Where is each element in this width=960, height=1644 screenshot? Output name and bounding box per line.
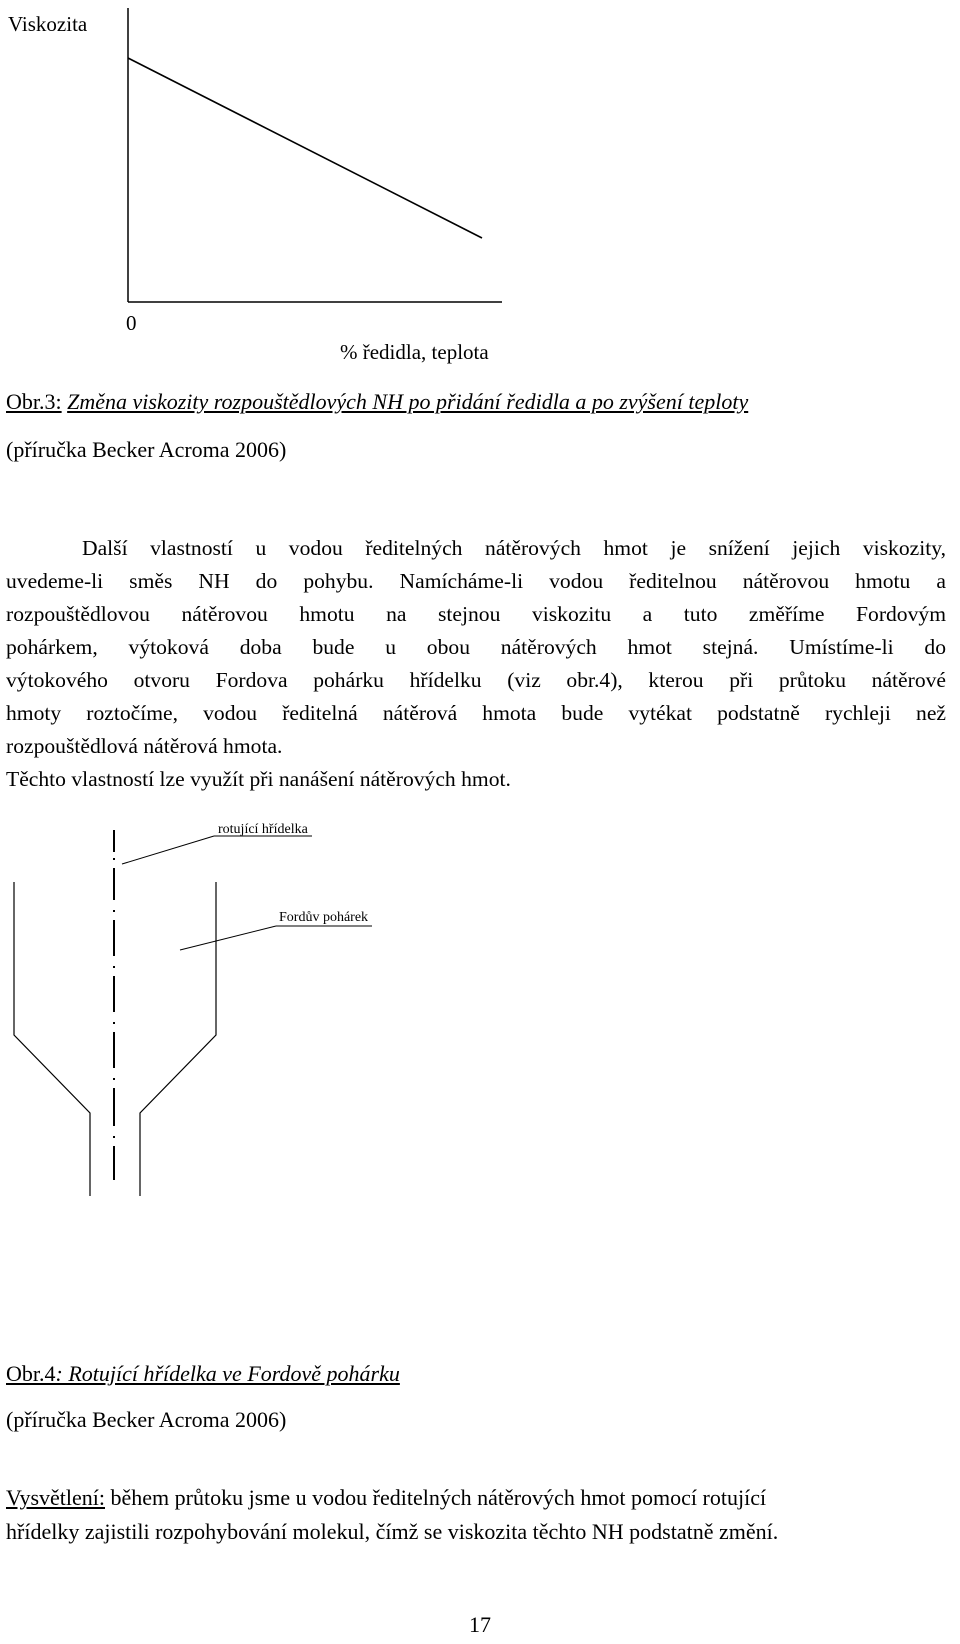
explanation-text-1: během průtoku jsme u vodou ředitelných nátěrových hmot pomocí rotující: [105, 1485, 767, 1510]
figure4-caption-number: 4: [44, 1361, 56, 1386]
figure3-caption-title: Změna viskozity rozpouštědlových NH po přidání ředidla a po zvýšení teploty: [67, 389, 749, 414]
figure4-source: (příručka Becker Acroma 2006): [6, 1407, 287, 1432]
explanation-line-2: hřídelky zajistili rozpohybování molekul, čímž se viskozita těchto NH podstatně změní.: [6, 1519, 779, 1544]
body-line-5: výtokového otvoru Fordova pohárku hřídelku (viz obr.4), kterou při průtoku nátěrové: [6, 668, 946, 692]
explanation-label: Vysvětlení:: [6, 1485, 105, 1510]
cup-leader: [180, 926, 372, 950]
body-line-6: hmoty roztočíme, vodou ředitelná nátěrová hmota bude vytékat podstatně rychleji než: [6, 701, 946, 725]
shaft-leader: [122, 836, 312, 864]
body-line-4: pohárkem, výtoková doba bude u obou nátěrových hmot stejná. Umístíme-li do: [6, 635, 946, 659]
chart-x-axis-label: % ředidla, teplota: [340, 340, 489, 364]
chart-series-line: [128, 58, 482, 238]
explanation-line-1: [6, 1484, 766, 1512]
figure3-caption-prefix: Obr.: [6, 389, 45, 414]
ford-cup-diagram: [0, 822, 420, 1210]
chart-y-axis-label: Viskozita: [8, 12, 88, 36]
body-paragraph: [6, 532, 946, 796]
figure4-caption: [6, 1360, 400, 1388]
body-line-3: rozpouštědlovou nátěrovou hmotu na stejnou viskozitu a tuto změříme Fordovým: [6, 602, 946, 626]
page-number: 17: [469, 1612, 491, 1637]
figure4-caption-prefix: Obr.: [6, 1361, 45, 1386]
body-line-2: uvedeme-li směs NH do pohybu. Namícháme-li vodou ředitelnou nátěrovou hmotu a: [6, 569, 946, 593]
viscosity-chart: [0, 0, 960, 370]
body-line-7: rozpouštědlová nátěrová hmota.: [6, 734, 283, 758]
figure3-source: (příručka Becker Acroma 2006): [6, 437, 287, 462]
figure4-caption-title: : Rotující hřídelka ve Fordově pohárku: [55, 1361, 400, 1386]
body-line-1: Další vlastností u vodou ředitelných nátěrových hmot je snížení jejich viskozity,: [82, 536, 946, 560]
label-ford-cup: Fordův pohárek: [279, 910, 369, 925]
figure3-caption: [6, 388, 748, 416]
body-line-8: Těchto vlastností lze využít při nanášení nátěrových hmot.: [6, 767, 511, 791]
figure3-caption-number: 3:: [44, 389, 62, 414]
chart-origin-label: 0: [126, 311, 137, 335]
label-rotating-shaft: rotující hřídelka: [218, 822, 308, 837]
